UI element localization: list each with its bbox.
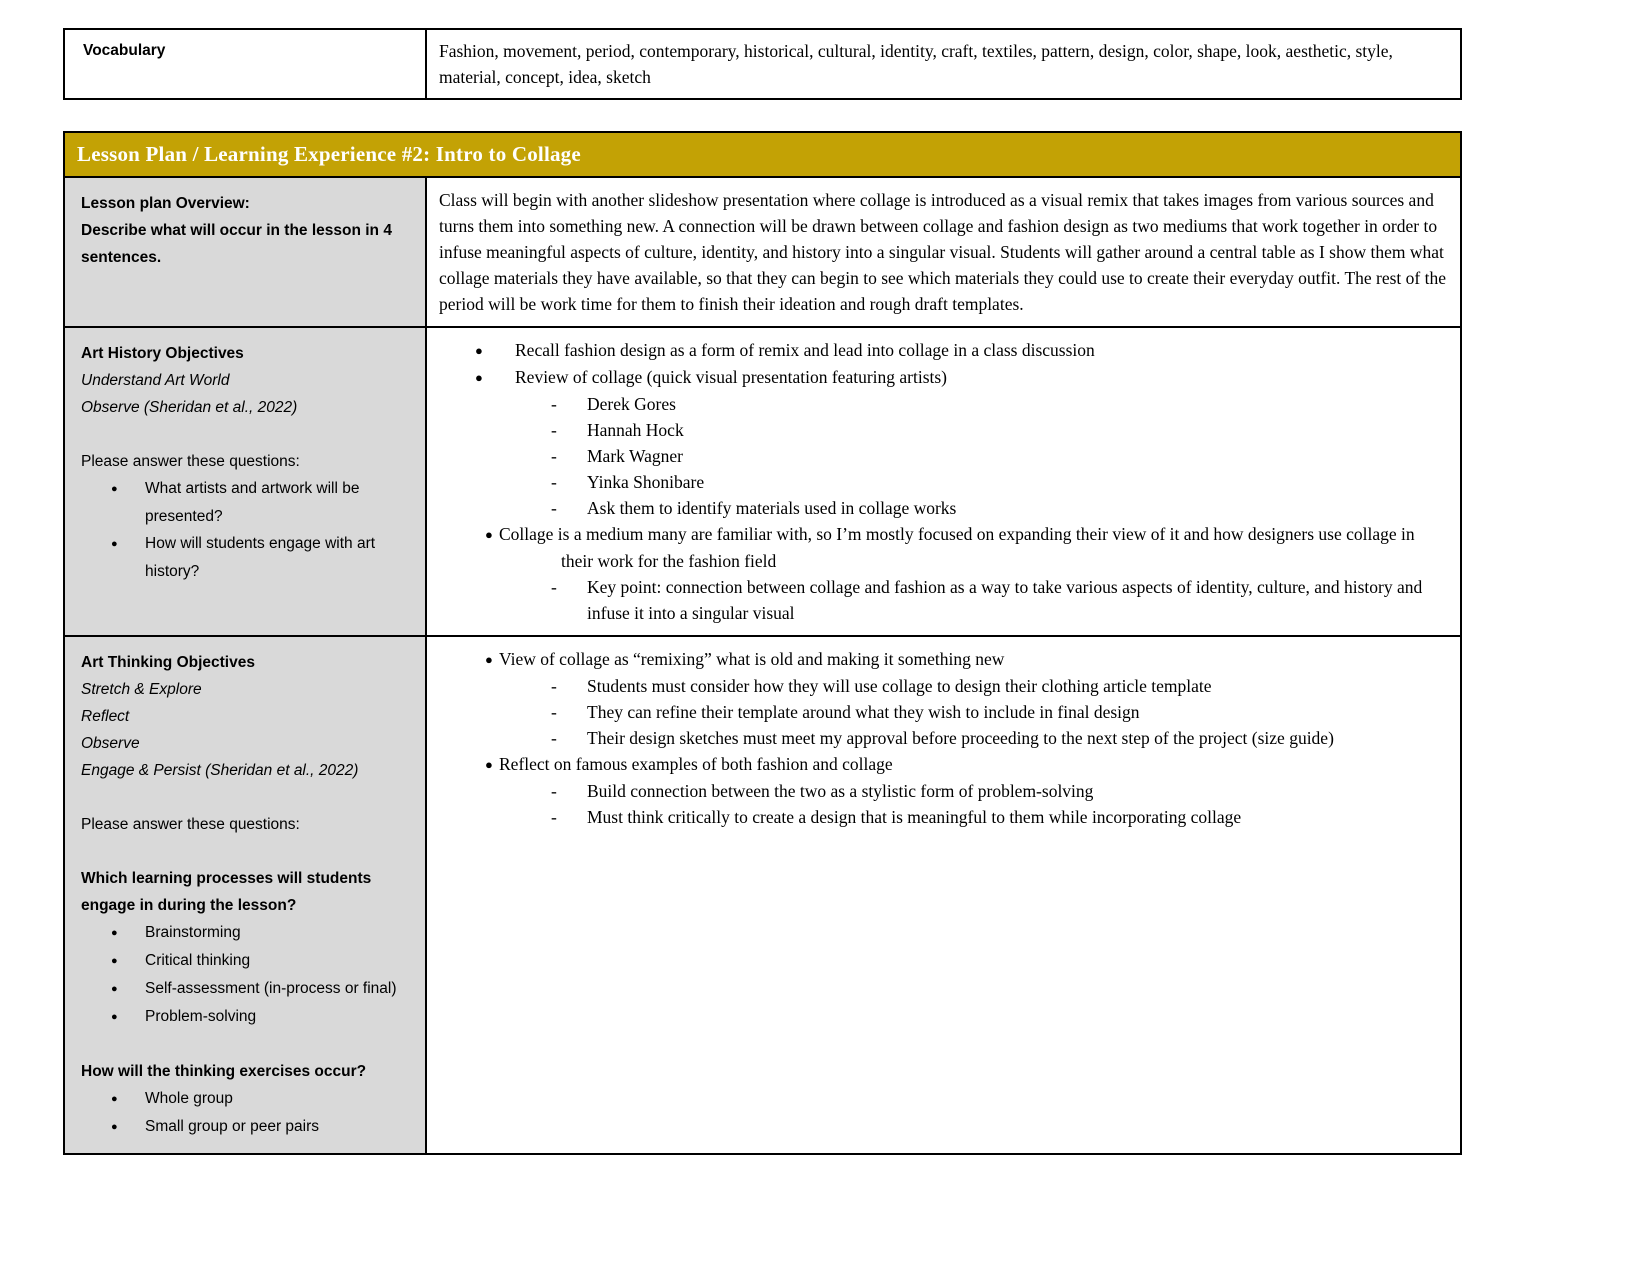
art-thinking-prompt: Please answer these questions:	[81, 816, 300, 833]
art-thinking-bullet: ● Reflect on famous examples of both fashion and collage	[439, 751, 1448, 778]
art-thinking-sub-item: - Build connection between the two as a stylistic form of problem-solving	[439, 778, 1448, 804]
art-history-question: ● What artists and artwork will be presented?	[81, 475, 409, 530]
artist-list-item: - Hannah Hock	[439, 417, 1448, 443]
art-history-bullet: ● Review of collage (quick visual presentation featuring artists)	[439, 364, 1448, 391]
art-thinking-subhead: Stretch & Explore	[81, 681, 202, 698]
art-thinking-sub-item: - Must think critically to create a design that is meaningful to them while incorporating collage	[439, 804, 1448, 830]
spacer	[81, 784, 409, 811]
spacer	[81, 1031, 409, 1058]
art-history-label-cell	[65, 328, 427, 635]
artist-list-item: - Ask them to identify materials used in collage works	[439, 495, 1448, 521]
art-thinking-heading: Art Thinking Objectives	[81, 654, 255, 671]
art-thinking-row	[65, 637, 1460, 1153]
overview-label-cell	[65, 178, 427, 326]
art-history-subhead: Observe (Sheridan et al., 2022)	[81, 399, 298, 416]
document-body	[63, 28, 1462, 1155]
vocabulary-terms: Fashion, movement, period, contemporary, historical, cultural, identity, craft, textiles, pattern, design, color, shape, look, aesthetic, style, material, concept, idea, sketch	[439, 41, 1393, 87]
artist-list-item: - Derek Gores	[439, 391, 1448, 417]
exercise-mode-item: ● Small group or peer pairs	[81, 1113, 409, 1141]
overview-label-line2: Describe what will occur in the lesson in 4 sentences.	[81, 222, 392, 266]
art-thinking-question-2: How will the thinking exercises occur?	[81, 1063, 367, 1080]
learning-process-item: ● Brainstorming	[81, 919, 409, 947]
artist-list-item: - Yinka Shonibare	[439, 469, 1448, 495]
art-history-subhead: Understand Art World	[81, 372, 230, 389]
art-thinking-bullet: ● View of collage as “remixing” what is old and making it something new	[439, 646, 1448, 673]
art-history-prompt: Please answer these questions:	[81, 453, 300, 470]
artist-list-item: - Mark Wagner	[439, 443, 1448, 469]
art-thinking-label-cell	[65, 637, 427, 1153]
art-thinking-content-cell	[427, 637, 1460, 1153]
overview-text: Class will begin with another slideshow presentation where collage is introduced as a visual remix that takes images from various sources and turns them into something new. A connection will be drawn between collage and fashion design as two mediums that work together in order to infuse meaningful aspects of culture, identity, and history into a singular visual. Students will gather around a central table as I show them what collage materials they have available, so that they can begin to see which materials they could use to create their everyday outfit. The rest of the period will be work time for them to finish their ideation and rough draft templates.	[439, 190, 1447, 314]
art-thinking-subhead: Reflect	[81, 708, 130, 725]
lesson-title-bar: Lesson Plan / Learning Experience #2: Intro to Collage	[65, 133, 1460, 178]
art-history-bullet: ● Recall fashion design as a form of remix and lead into collage in a class discussion	[439, 337, 1448, 364]
art-thinking-sub-item: - Their design sketches must meet my approval before proceeding to the next step of the project (size guide)	[439, 725, 1448, 751]
vocabulary-table	[63, 28, 1462, 100]
art-thinking-subhead: Observe	[81, 735, 140, 752]
overview-label-line1: Lesson plan Overview:	[81, 195, 250, 212]
art-thinking-subhead: Engage & Persist (Sheridan et al., 2022)	[81, 762, 359, 779]
art-history-key-point: - Key point: connection between collage and fashion as a way to take various aspects of identity, culture, and history and infuse it into a singular visual	[439, 574, 1448, 626]
art-thinking-sub-item: - They can refine their template around what they wish to include in final design	[439, 699, 1448, 725]
exercise-mode-item: ● Whole group	[81, 1085, 409, 1113]
art-thinking-question-1: Which learning processes will students engage in during the lesson?	[81, 870, 372, 914]
vocabulary-label: Vocabulary	[65, 30, 427, 98]
art-history-row	[65, 328, 1460, 637]
art-thinking-sub-item: - Students must consider how they will use collage to design their clothing article template	[439, 673, 1448, 699]
art-history-content-cell	[427, 328, 1460, 635]
overview-row	[65, 178, 1460, 328]
spacer	[81, 838, 409, 865]
learning-process-item: ● Problem-solving	[81, 1003, 409, 1031]
learning-process-item: ● Critical thinking	[81, 947, 409, 975]
art-history-heading: Art History Objectives	[81, 345, 244, 362]
lesson-plan-table	[63, 131, 1462, 1155]
overview-text-cell	[427, 178, 1460, 326]
spacer	[81, 421, 409, 448]
art-history-question: ● How will students engage with art history?	[81, 530, 409, 585]
learning-process-item: ● Self-assessment (in-process or final)	[81, 975, 409, 1003]
art-history-bullet: ● Collage is a medium many are familiar with, so I’m mostly focused on expanding their view of it and how designers use collage in their work for the fashion field	[439, 521, 1448, 574]
